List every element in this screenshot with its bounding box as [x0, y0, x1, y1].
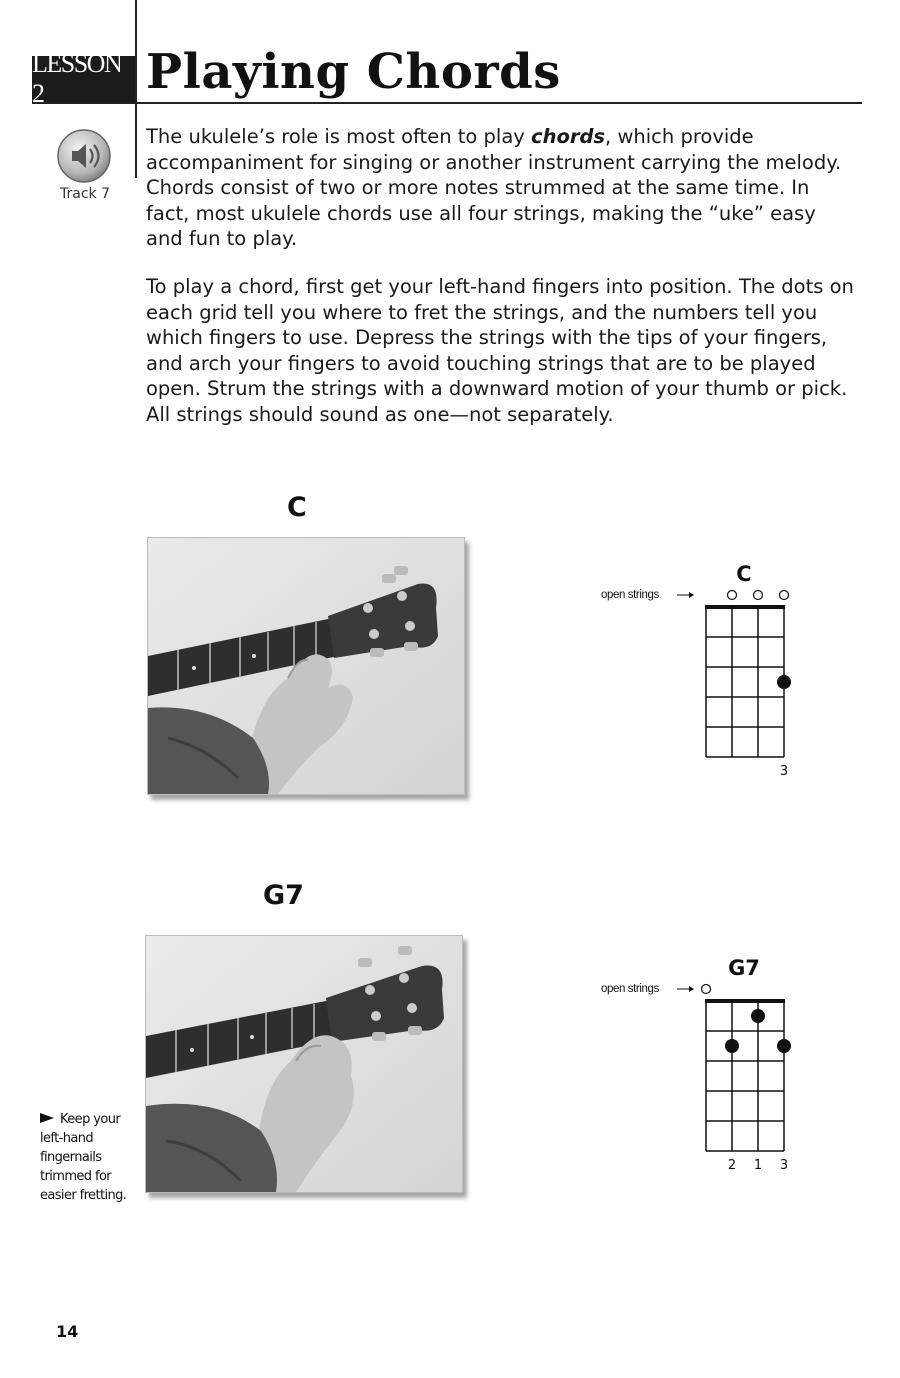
lesson-label: LESSON 2	[32, 49, 122, 108]
finger-number: 2	[727, 1158, 737, 1173]
instruction-paragraph: To play a chord, first get your left-hand fingers into position. The dots on each grid tell you where to fret the strings, and the numbers tell you which fingers to use. Depress the strings with the tips of your fingers, and arch your fingers to avoid touching strings that are to be played open. Strum the strings with a downward motion of your thumb or pick. All strings should sound as one—not separately.	[146, 275, 854, 426]
open-strings-label-g7: open strings	[601, 983, 659, 995]
speaker-icon[interactable]	[56, 128, 112, 184]
finger-number: 1	[753, 1158, 763, 1173]
arrow-right-icon	[677, 986, 694, 992]
nut	[705, 999, 785, 1003]
open-string-marker	[702, 985, 711, 994]
finger-number: 3	[779, 764, 789, 779]
diagram-name-c: C	[736, 562, 752, 586]
photo-label-g7: G7	[263, 880, 304, 911]
header-rule	[32, 102, 862, 104]
track-label: Track 7	[60, 186, 110, 202]
tip-text: Keep your left-hand fingernails trimmed for easier fretting.	[40, 1112, 127, 1203]
vertical-rule	[135, 0, 137, 178]
photo-c-chord	[147, 537, 465, 795]
photo-g7-chord	[145, 935, 463, 1193]
diagram-name-g7: G7	[728, 956, 760, 980]
finger-dot	[751, 1009, 765, 1023]
arrow-right-icon	[677, 592, 694, 598]
p1-text-end: , which provide accompaniment for singing or another instrument carrying the melody. Chords consist of two or more notes strummed at the same time. In fact, most ukulele chords use all four strings, making the “uke” easy and fun to play.	[146, 125, 842, 250]
p1-text-start: The ukulele’s role is most often to play	[146, 125, 532, 148]
photo-label-c: C	[287, 492, 307, 523]
finger-dot	[725, 1039, 739, 1053]
tip-note	[40, 1110, 140, 1205]
open-strings-label-c: open strings	[601, 589, 659, 601]
open-string-marker	[780, 591, 789, 600]
open-string-marker	[728, 591, 737, 600]
nut	[705, 605, 785, 609]
chord-diagram-g7	[595, 952, 805, 1182]
finger-dot	[777, 675, 791, 689]
chord-diagram-c	[595, 558, 805, 788]
intro-paragraph	[146, 124, 856, 252]
emphasis-chords: chords	[531, 125, 606, 148]
triangle-right-icon	[40, 1113, 54, 1123]
page-title: Playing Chords	[146, 44, 561, 100]
finger-dot	[777, 1039, 791, 1053]
lesson-badge	[32, 49, 135, 108]
page-number: 14	[56, 1322, 79, 1341]
finger-number: 3	[779, 1158, 789, 1173]
open-string-marker	[754, 591, 763, 600]
